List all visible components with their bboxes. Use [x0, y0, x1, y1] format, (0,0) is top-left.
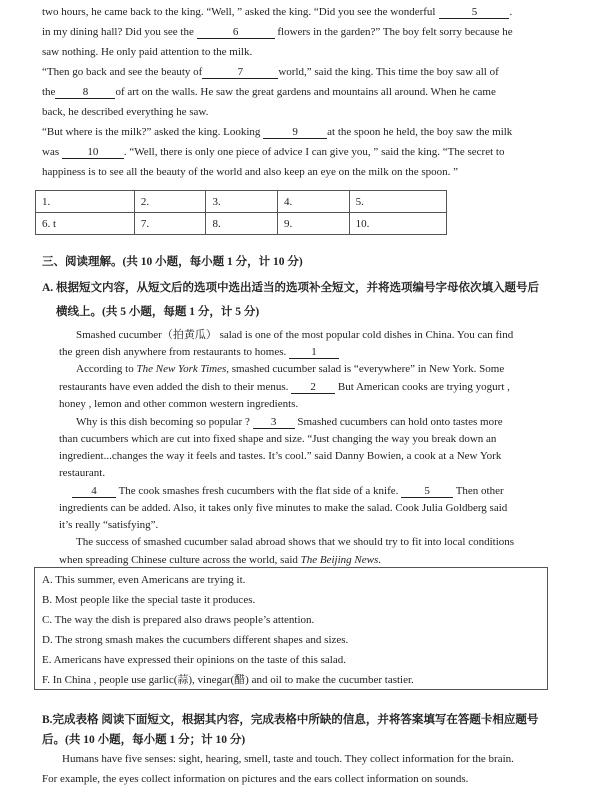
text-line: “Then go back and see the beauty of 7 world,” said the king. This time the boy saw all of	[42, 66, 499, 78]
answer-cell: 4.	[278, 191, 350, 213]
answer-cell: 3.	[206, 191, 278, 213]
text-line: than cucumbers which are cut into fixed shape and size. “Just changing the way you break down an	[59, 433, 497, 445]
blank-10: 10	[62, 146, 124, 159]
answer-cell: 5.	[349, 191, 446, 213]
answer-cell: 10.	[349, 213, 446, 235]
text-line: happiness is to see all the beauty of the world and also keep an eye on the milk on the spoon. ”	[42, 166, 459, 178]
text-line: it’s really “satisfying”.	[59, 519, 159, 531]
answer-cell: 7.	[134, 213, 206, 235]
answer-cell: 2.	[134, 191, 206, 213]
blank-7: 7	[202, 66, 278, 79]
text-line: restaurant.	[59, 467, 106, 479]
section-instruction: 后。(共 10 小题，每小题 1 分；计 10 分)	[42, 734, 246, 746]
text-line: According to The New York Times, smashed cucumber salad is “everywhere” in New York. Some	[76, 363, 505, 375]
blank-6: 6	[197, 26, 275, 39]
blank-1: 1	[289, 346, 339, 359]
option-item: E. Americans have expressed their opinions on the taste of this salad.	[42, 654, 346, 666]
text-line: the 8 of art on the walls. He saw the great gardens and mountains all around. When he came	[42, 86, 496, 98]
answer-cell: 8.	[206, 213, 278, 235]
blank-5: 5	[401, 485, 453, 498]
section-instruction: B.完成表格 阅读下面短文，根据其内容，完成表格中所缺的信息，并将答案填写在答题卡相应题号	[42, 714, 539, 726]
text-line: Humans have five senses: sight, hearing, smell, taste and touch. They collect information for the brain.	[62, 753, 514, 765]
text-line: back, he described everything he saw.	[42, 106, 209, 118]
text-line: restaurants have even added the dish to their menus. 2 But American cooks are trying yogurt ,	[59, 381, 510, 393]
option-item: F. In China , people use garlic(蒜), vinegar(醋) and oil to make the cucumber tastier.	[42, 674, 414, 686]
text-line: when spreading Chinese culture across the world, said The Beijing News.	[59, 554, 381, 566]
text-line: was 10 . “Well, there is only one piece of advice I can give you, ” said the king. “The secret to	[42, 146, 505, 158]
answer-cell: 6. t	[36, 213, 135, 235]
text-line: ingredients can be added. Also, it takes only five minutes to make the salad. Cook Julia Goldberg said	[59, 502, 508, 514]
text-line: the green dish anywhere from restaurants to homes. 1	[59, 345, 339, 359]
option-item: A. This summer, even Americans are trying it.	[42, 574, 246, 586]
option-item: B. Most people like the special taste it produces.	[42, 594, 256, 606]
text-line: For example, the eyes collect information on pictures and the ears collect information on sounds.	[42, 773, 469, 785]
answer-table	[35, 190, 447, 235]
text-line: in my dining hall? Did you see the 6 flowers in the garden?” The boy felt sorry because he	[42, 26, 513, 38]
text-line: two hours, he came back to the king. “Well, ” asked the king. “Did you see the wonderful 5 .	[42, 6, 513, 18]
section-instruction: A. 根据短文内容，从短文后的选项中选出适当的选项补全短文，并将选项编号字母依次填入题号后	[42, 282, 540, 294]
blank-4: 4	[72, 485, 116, 498]
blank-8: 8	[55, 86, 115, 99]
option-item: C. The way the dish is prepared also draws people’s attention.	[42, 614, 315, 626]
table-row	[36, 191, 447, 213]
answer-cell: 1.	[36, 191, 135, 213]
section-heading: 三、阅读理解。(共 10 小题，每小题 1 分，计 10 分)	[42, 256, 303, 268]
blank-3: 3	[253, 416, 295, 429]
text-line: Smashed cucumber（拍黄瓜） salad is one of the most popular cold dishes in China. You can find	[76, 329, 514, 341]
text-line: The success of smashed cucumber salad abroad shows that we should try to fit into local conditions	[76, 536, 515, 548]
text-line: honey , lemon and other common western ingredients.	[59, 398, 299, 410]
text-line: 4 The cook smashes fresh cucumbers with the flat side of a knife. 5 Then other	[72, 484, 504, 498]
option-item: D. The strong smash makes the cucumbers different shapes and sizes.	[42, 634, 349, 646]
answer-cell: 9.	[278, 213, 350, 235]
text-line: saw nothing. He only paid attention to the milk.	[42, 46, 253, 58]
text-line: “But where is the milk?” asked the king. Looking 9 at the spoon he held, the boy saw the milk	[42, 126, 513, 138]
table-row	[36, 213, 447, 235]
text-line: Why is this dish becoming so popular ? 3 Smashed cucumbers can hold onto tastes more	[76, 416, 503, 428]
blank-9: 9	[263, 126, 327, 139]
section-instruction: 横线上。(共 5 小题，每题 1 分，计 5 分)	[56, 306, 260, 318]
text-line: ingredient...changes the way it feels and tastes. It’s cool.” said Danny Bowien, a cook at a New York	[59, 450, 502, 462]
blank-2: 2	[291, 381, 335, 394]
blank-5: 5	[439, 6, 509, 19]
